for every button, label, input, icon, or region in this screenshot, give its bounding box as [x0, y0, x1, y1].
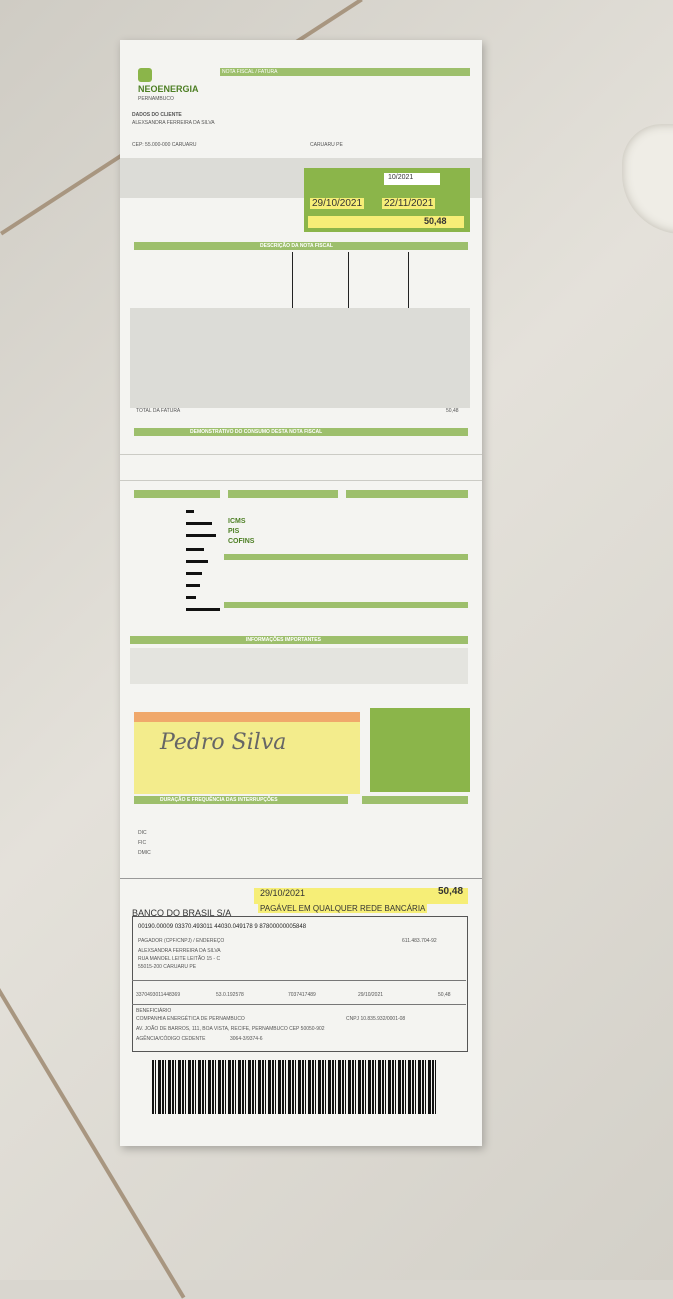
- customer-name: ALEXSANDRA FERREIRA DA SILVA: [132, 120, 215, 126]
- due-date-2: 22/11/2021: [384, 198, 434, 209]
- payer-name: ALEXSANDRA FERREIRA DA SILVA: [138, 948, 221, 954]
- history-bar-mark: [186, 560, 208, 563]
- beneficiary-heading: BENEFICIÁRIO: [136, 1008, 172, 1014]
- info-heading: INFORMAÇÕES IMPORTANTES: [246, 637, 321, 643]
- total-label: TOTAL DA FATURA: [136, 408, 181, 414]
- tax-pis: PIS: [228, 528, 240, 535]
- green-note-box: [370, 708, 470, 792]
- payable-note: PAGÁVEL EM QUALQUER REDE BANCÁRIA: [260, 904, 426, 913]
- document-title: NOTA FISCAL / FATURA: [222, 69, 278, 75]
- digitable-line: 00190.00009 03370.493011 44030.049178 9 87800000005848: [138, 924, 307, 930]
- field-value: 50,48: [438, 992, 451, 998]
- history-bar-mark: [186, 534, 216, 537]
- due-date: 29/10/2021: [312, 198, 363, 209]
- cnpj: CNPJ 10.835.932/0001-08: [346, 1016, 406, 1022]
- tension-bar: [362, 796, 468, 804]
- row-rule: [120, 480, 482, 481]
- tax-icms: ICMS: [228, 518, 246, 525]
- beneficiary-address: AV. JOÃO DE BARROS, 111, BOA VISTA, RECIFE, PERNAMBUCO CEP 50050-902: [136, 1026, 325, 1032]
- field-value: 7037417489: [288, 992, 316, 998]
- form-rule: [132, 1004, 466, 1005]
- customer-heading: DADOS DO CLIENTE: [132, 112, 182, 118]
- total-amount: 50,48: [424, 216, 447, 226]
- customer-city: CARUARU PE: [310, 142, 343, 148]
- row-rule: [120, 454, 482, 455]
- section-bar: [224, 602, 468, 608]
- energy-bill-paper: [120, 40, 482, 1146]
- row-dic: DIC: [138, 830, 147, 836]
- payer-street: RUA MANOEL LEITE LEITÃO 15 - C: [138, 956, 221, 962]
- field-value: 3370493011448369: [136, 992, 181, 998]
- composition-bar: [346, 490, 468, 498]
- payer-heading: PAGADOR (CPF/CNPJ) / ENDEREÇO: [138, 938, 225, 944]
- history-bar: [134, 490, 220, 498]
- history-bar-mark: [186, 584, 200, 587]
- payment-amount: 50,48: [438, 886, 464, 897]
- history-bar-mark: [186, 522, 212, 525]
- sticky-note-top: [134, 712, 360, 722]
- ref-month: 10/2021: [388, 174, 414, 181]
- payment-date: 29/10/2021: [260, 888, 306, 898]
- field-value: 53.0.192578: [216, 992, 244, 998]
- barcode: [152, 1060, 436, 1114]
- history-bar-mark: [186, 596, 196, 599]
- section-bar: [224, 554, 468, 560]
- form-rule: [132, 980, 466, 981]
- handwritten-name: Pedro Silva: [160, 730, 287, 755]
- total-value: 50,48: [446, 408, 459, 414]
- payer-city: 55015-200 CARUARU PE: [138, 964, 197, 970]
- tax-bar: [228, 490, 338, 498]
- company-logo: [138, 68, 152, 82]
- row-dmic: DMIC: [138, 850, 151, 856]
- row-fic: FIC: [138, 840, 147, 846]
- description-heading: DESCRIÇÃO DA NOTA FISCAL: [260, 243, 333, 249]
- agency-label: AGÊNCIA/CÓDIGO CEDENTE: [136, 1036, 206, 1042]
- customer-cep: CEP: 55.000-000 CARUARU: [132, 142, 197, 148]
- company-subtitle: PERNAMBUCO: [138, 96, 174, 102]
- history-bar-mark: [186, 608, 220, 611]
- stub-perforation: [120, 878, 482, 879]
- tax-cofins: COFINS: [228, 538, 255, 545]
- bank-name: BANCO DO BRASIL S/A: [132, 908, 232, 918]
- history-bar-mark: [186, 572, 202, 575]
- description-shading: [130, 308, 470, 408]
- history-bar-mark: [186, 548, 204, 551]
- field-value: 29/10/2021: [358, 992, 384, 998]
- beneficiary: COMPANHIA ENERGÉTICA DE PERNAMBUCO: [136, 1016, 245, 1022]
- company-name: NEOENERGIA: [138, 84, 199, 94]
- history-bar-mark: [186, 510, 194, 513]
- info-text: [130, 648, 468, 684]
- consumption-heading: DEMONSTRATIVO DO CONSUMO DESTA NOTA FISCAL: [190, 429, 323, 435]
- agency-code: 3064-3/9374-6: [230, 1036, 263, 1042]
- payer-id: 611.483.704-92: [402, 938, 437, 944]
- quality-heading: DURAÇÃO E FREQUÊNCIA DAS INTERRUPÇÕES: [160, 797, 278, 803]
